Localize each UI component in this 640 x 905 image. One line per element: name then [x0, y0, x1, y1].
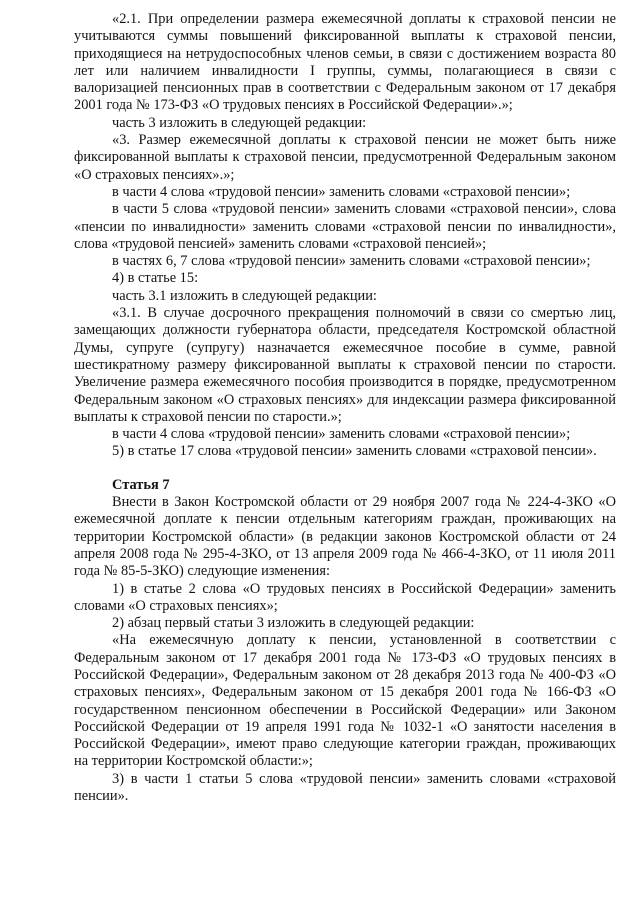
paragraph-2-1-text: «2.1. При определении размера ежемесячной доплаты к страховой пенсии не учитываются суммы повышений фиксированной выплаты к страховой пенсии, приходящиеся на нетрудоспособных членов семьи, в связи с достижением возраста 80 лет или наличием инвалидности I группы, суммы, полагающиеся в связи с валоризацией пенсионных прав в соответствии с Федеральным законом от 17 декабря 2001 года № 173-ФЗ «О трудовых пенсиях в Российской Федерации».»; — [74, 11, 616, 114]
paragraph-part5-amend: в части 5 слова «трудовой пенсии» заменить словами «страховой пенсии», слова «пенсии по инвалидности» заменить словами «страховой пенсии по инвалидности», слова «трудовой пенсией» заменить словами «страховой пенсией»; — [74, 201, 616, 252]
paragraph-article7-item1: 1) в статье 2 слова «О трудовых пенсиях в Российской Федерации» заменить словами «О страховых пенсиях»; — [74, 580, 616, 614]
paragraph-article7-quote: «На ежемесячную доплату к пенсии, установленной в соответствии с Федеральным законом от 17 декабря 2001 года № 173-ФЗ «О трудовых пенсиях в Российской Федерации», Федеральным законом от 28 декабря 2013 года № 400-ФЗ «О страховых пенсиях», Федеральным законом от 15 декабря 2001 года № 166-ФЗ «О государственном пенсионном обеспечении в Российской Федерации» или Законом Российской Федерации от 19 апреля 1991 года № 1032-1 «О занятости населения в Российской Федерации», имеют право следующие категории граждан, проживающих на территории Костромской области:»; — [74, 632, 616, 770]
paragraph-part3-intro: часть 3 изложить в следующей редакции: — [112, 114, 367, 131]
paragraph-part3-text: «3. Размер ежемесячной доплаты к страховой пенсии не может быть ниже фиксированной выплаты к страховой пенсии, предусмотренной Федеральным законом «О страховых пенсиях».»; — [74, 132, 616, 183]
paragraph-parts6-7-amend: в частях 6, 7 слова «трудовой пенсии» заменить словами «страховой пенсии»; — [112, 253, 591, 270]
paragraph-article7-item2: 2) абзац первый статьи 3 изложить в следующей редакции: — [112, 615, 475, 632]
paragraph-article7-intro: Внести в Закон Костромской области от 29 ноября 2007 года № 224-4-ЗКО «О ежемесячной доплате к пенсии отдельным категориям граждан, проживающих на территории Костромской области» (в редакции законов Костромской области от 24 апреля 2008 года № 295-4-ЗКО, от 13 апреля 2009 года № 466-4-ЗКО, от 11 июля 2011 года № 85-5-ЗКО) следующие изменения: — [74, 494, 616, 580]
paragraph-part3-1-intro: часть 3.1 изложить в следующей редакции: — [112, 287, 377, 304]
paragraph-item5: 5) в статье 17 слова «трудовой пенсии» заменить словами «страховой пенсии». — [112, 443, 597, 460]
paragraph-item4: 4) в статье 15: — [112, 270, 199, 287]
article-heading: Статья 7 — [112, 476, 170, 493]
section-gap — [74, 461, 616, 477]
paragraph-part4-amend: в части 4 слова «трудовой пенсии» заменить словами «страховой пенсии»; — [112, 183, 571, 200]
paragraph-3-1-text: «3.1. В случае досрочного прекращения полномочий в связи со смертью лиц, замещающих должности губернатора области, председателя Костромской областной Думы, супруге (супругу) назначается ежемесячное пособие в сумме, равной шестикратному размеру фиксированной выплаты к страховой пенсии по старости. Увеличение размера ежемесячного пособия производится в порядке, предусмотренном Федеральным законом «О страховых пенсиях» для индексации размера фиксированной выплаты к страховой пенсии по старости.»; — [74, 305, 616, 425]
paragraph-part4-amend-2: в части 4 слова «трудовой пенсии» заменить словами «страховой пенсии»; — [112, 426, 571, 443]
paragraph-article7-item3: 3) в части 1 статьи 5 слова «трудовой пенсии» заменить словами «страховой пенсии». — [74, 770, 616, 805]
